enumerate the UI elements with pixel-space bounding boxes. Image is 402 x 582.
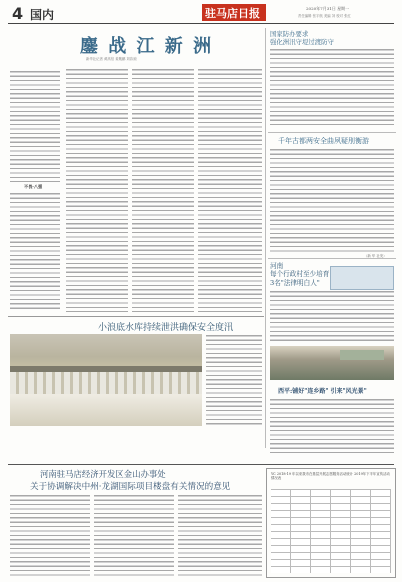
article1-title: 国家防办要求 强化洲汛守堤过渡防守 [270,30,334,46]
rule-of-law-logo [330,266,394,290]
editor-line: 责任编辑 张宇航 美编 刘 校对 张红 [298,14,351,18]
article3-title: 河南 每个行政村至少培育 3名"法律明白人" [270,262,330,287]
masthead [0,0,402,26]
article2-title: 千年古都两安全曲夙疑刖衡游 [278,137,369,145]
page-number: 4 [12,4,24,23]
masthead-rule [8,23,394,24]
feature-col-1b [10,192,60,312]
ad-box [266,468,396,578]
ad-table-cols [271,489,391,573]
feature-col-3 [132,68,194,312]
article4-title: 西平:铺好"连乡路" 引来"风光景" [278,388,367,395]
feature-col-2 [66,68,128,312]
dam-wall [10,366,202,372]
feature-section [8,26,262,66]
feature-bottom-rule [8,316,264,317]
river-foam [10,394,202,426]
article4-body [270,398,394,456]
right-col-divider [265,28,266,448]
notice-col-3 [178,494,262,576]
feature-col-4 [198,68,262,312]
section-label: 国内 [30,8,55,22]
road-photo-badge [340,350,384,360]
flood-caption-text [206,334,262,426]
notice-col-2 [94,494,174,576]
ad-heading: YC 2018-19 年以来我市在基层开展志愿服务活动统计 2019年下半年宣传活动情况表 [271,472,390,481]
article3-rule [268,258,396,259]
flood-photo [10,334,202,426]
feature-col-1 [10,70,60,182]
feature-subhead: 不畏·八强 [24,184,43,189]
notice-col-1 [10,494,90,576]
article2-credit: （新 华 社发） [364,254,387,258]
date-line: 2020年7月31日 星期一 [306,6,350,11]
article1-body [270,48,394,128]
feature-title: 鏖 战 江 新 洲 [80,36,214,57]
flood-headline: 小浪底水库持续泄洪确保安全度汛 [98,323,234,333]
bottom-rule [8,464,394,465]
article2-body [270,148,394,252]
article2-rule [268,132,396,133]
article3-body [270,290,394,344]
spillway-water [10,372,202,394]
notice-title-1: 河南驻马店经济开发区金山办事处 [40,469,166,479]
notice-title-2: 关于协调解决中州·龙湖国际项目楼盘有关情况的意见 [30,482,231,492]
feature-byline: 新华社记者 黄高信 姜胤鹏 刘彩琼 [86,57,137,61]
paper-name: 驻马店日报 [205,7,260,20]
